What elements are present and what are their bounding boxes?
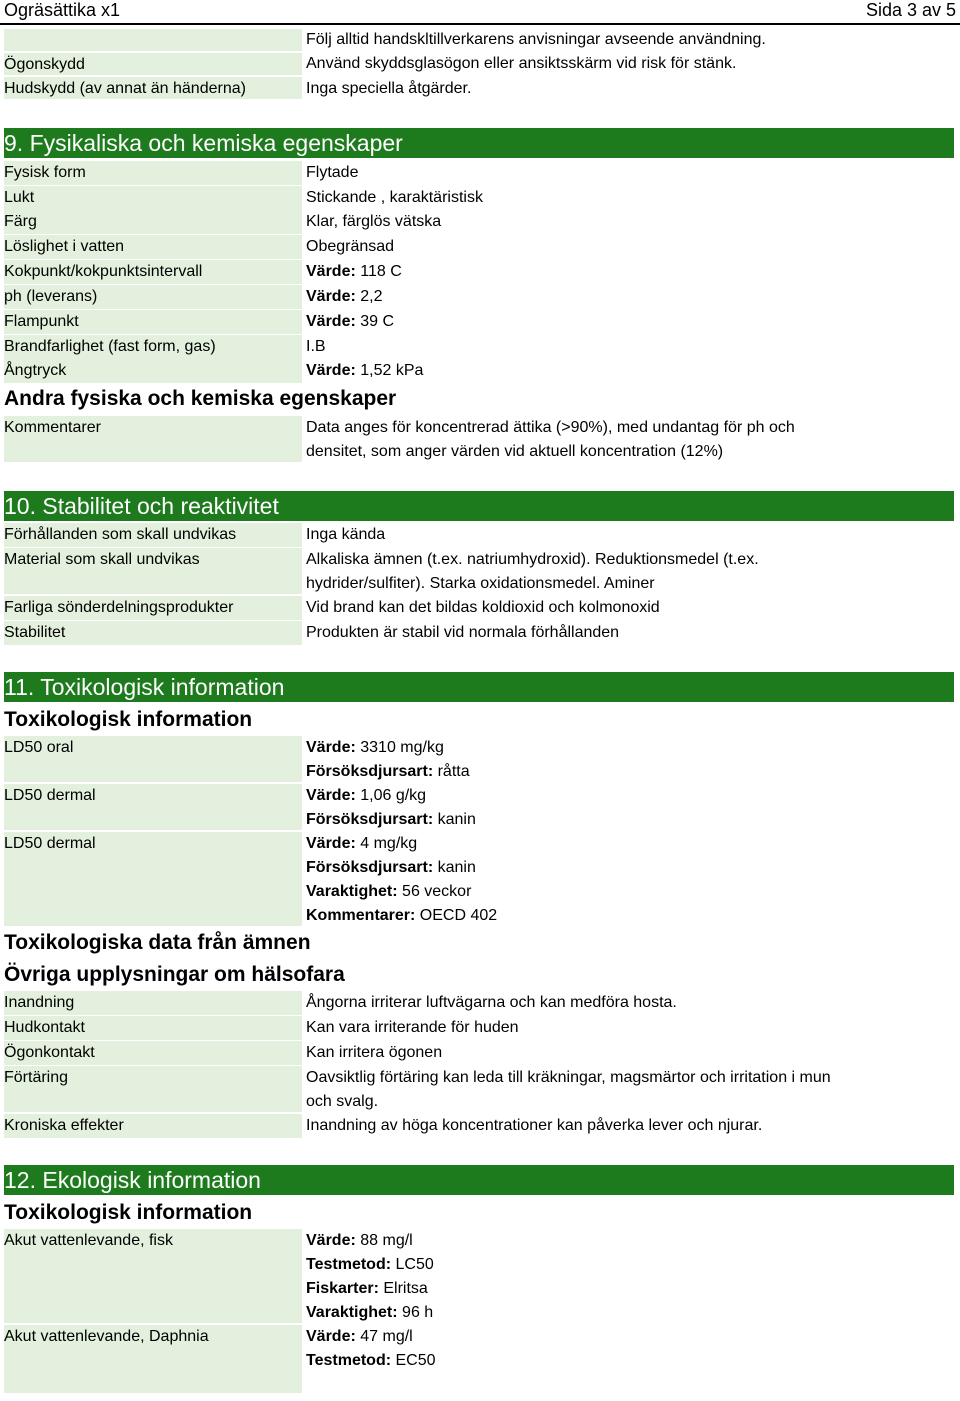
row-label: Brandfarlighet (fast form, gas) (4, 335, 302, 359)
row-label (4, 29, 302, 51)
row-value: Flytade (306, 164, 359, 181)
row-label: LD50 dermal (4, 832, 302, 926)
row-value: Värde: 4 mg/kg Försöksdjursart: kanin Varaktighet: 56 veckor Kommentarer: OECD 402 (306, 835, 498, 924)
row-label: Lukt (4, 186, 302, 210)
row-label: Stabilitet (4, 621, 302, 645)
section-9-header: 9. Fysikaliska och kemiska egenskaper (4, 128, 954, 158)
row-label: Flampunkt (4, 310, 302, 334)
row-value: Ångorna irriterar luftvägarna och kan medföra hosta. (306, 994, 677, 1011)
row-value: Data anges för koncentrerad ättika (>90%), med undantag för ph och densitet, som anger värden vid aktuell koncentration (12%) (306, 419, 795, 460)
row-value: Kan vara irriterande för huden (306, 1019, 519, 1036)
row-label: Akut vattenlevande, Daphnia (4, 1325, 302, 1393)
row-label: Färg (4, 210, 302, 234)
row-label: Ångtryck (4, 359, 302, 383)
row-value: Klar, färglös vätska (306, 213, 442, 230)
row-label: ph (leverans) (4, 285, 302, 309)
row-label: Kroniska effekter (4, 1114, 302, 1138)
row-label: Löslighet i vatten (4, 235, 302, 259)
row-value: Värde: 1,52 kPa (306, 362, 424, 379)
row-label: Ögonkontakt (4, 1041, 302, 1065)
section-10-header: 10. Stabilitet och reaktivitet (4, 491, 954, 521)
row-value: Värde: 47 mg/l Testmetod: EC50 (306, 1328, 436, 1369)
row-value: Använd skyddsglasögon eller ansiktsskärm vid risk för stänk. (306, 55, 737, 72)
row-label: Förhållanden som skall undvikas (4, 523, 302, 547)
section-12-header: 12. Ekologisk information (4, 1165, 954, 1195)
row-label: Kokpunkt/kokpunktsintervall (4, 260, 302, 284)
row-value: Inandning av höga koncentrationer kan påverka lever och njurar. (306, 1117, 763, 1134)
row-value: Obegränsad (306, 238, 395, 255)
subheading: Toxikologisk information (4, 1201, 253, 1224)
row-value: Värde: 88 mg/l Testmetod: LC50 Fiskarter: Elritsa Varaktighet: 96 h (306, 1232, 434, 1321)
row-label: Hudkontakt (4, 1016, 302, 1040)
page-number: Sida 3 av 5 (865, 0, 956, 20)
row-label: Inandning (4, 991, 302, 1015)
row-label: LD50 oral (4, 736, 302, 782)
row-value: Inga kända (306, 526, 386, 543)
row-value: Värde: 2,2 (306, 288, 383, 305)
row-label: Hudskydd (av annat än händerna) (4, 77, 302, 99)
row-label: Kommentarer (4, 416, 302, 462)
row-value: Stickande , karaktäristisk (306, 189, 483, 206)
row-label: Ögonskydd (4, 53, 302, 75)
row-value: Värde: 3310 mg/kg Försöksdjursart: råtta (306, 739, 470, 780)
row-label: Förtäring (4, 1066, 302, 1112)
row-value: Vid brand kan det bildas koldioxid och kolmonoxid (306, 599, 660, 616)
row-label: LD50 dermal (4, 784, 302, 830)
section-11-header: 11. Toxikologisk information (4, 672, 954, 702)
row-value: Inga speciella åtgärder. (306, 80, 472, 97)
row-value: Värde: 118 C (306, 263, 402, 280)
header-divider (0, 23, 960, 25)
row-label: Fysisk form (4, 161, 302, 185)
row-value: Värde: 1,06 g/kg Försöksdjursart: kanin (306, 787, 476, 828)
subheading: Toxikologisk information (4, 708, 253, 731)
row-value: Alkaliska ämnen (t.ex. natriumhydroxid). Reduktionsmedel (t.ex. hydrider/sulfiter). Starka oxidationsmedel. Aminer (306, 551, 759, 592)
row-value: Värde: 39 C (306, 313, 395, 330)
row-value: Oavsiktlig förtäring kan leda till kräkningar, magsmärtor och irritation i mun och svalg. (306, 1069, 831, 1110)
subheading: Toxikologiska data från ämnen (4, 931, 311, 954)
row-value: I.B (306, 338, 326, 355)
row-label: Akut vattenlevande, fisk (4, 1229, 302, 1323)
document-title: Ogräsättika x1 (4, 0, 121, 20)
row-label: Material som skall undvikas (4, 548, 302, 594)
subheading: Andra fysiska och kemiska egenskaper (4, 387, 397, 410)
row-value: Produkten är stabil vid normala förhållanden (306, 624, 620, 641)
row-label: Farliga sönderdelningsprodukter (4, 596, 302, 620)
row-value: Följ alltid handskltillverkarens anvisningar avseende användning. (306, 31, 766, 48)
subheading: Övriga upplysningar om hälsofara (4, 963, 345, 986)
row-value: Kan irritera ögonen (306, 1044, 443, 1061)
